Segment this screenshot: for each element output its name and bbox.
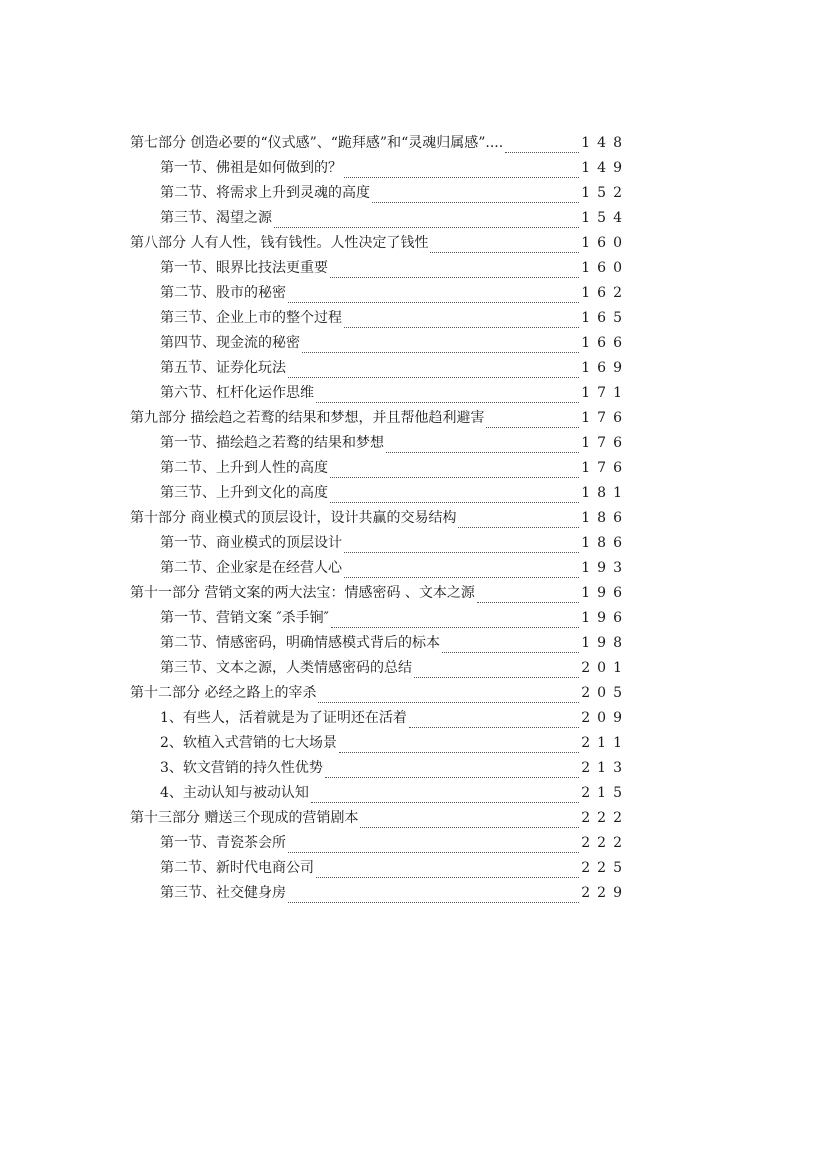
toc-entry-title: 第四节、现金流的秘密	[160, 335, 300, 351]
toc-section-entry	[130, 331, 629, 356]
dot-leader	[288, 288, 579, 303]
dot-leader	[302, 338, 579, 353]
toc-page-number: 154	[581, 210, 629, 226]
toc-page-number: 176	[581, 435, 629, 451]
toc-section-entry	[130, 656, 629, 681]
toc-page-number: 165	[581, 310, 629, 326]
toc-part-entry	[130, 681, 629, 706]
dot-leader	[360, 813, 579, 828]
toc-page-number: 198	[581, 635, 629, 651]
toc-part-entry	[130, 581, 629, 606]
toc-page-number: 171	[581, 385, 629, 401]
toc-page-number: 186	[581, 535, 629, 551]
toc-section-entry	[130, 606, 629, 631]
toc-page-number: 222	[581, 810, 629, 826]
dot-leader	[458, 513, 579, 528]
toc-page-number: 193	[581, 560, 629, 576]
toc-entry-title: 第二节、股市的秘密	[160, 285, 286, 301]
toc-entry-title: 第三节、上升到文化的高度	[160, 485, 328, 501]
toc-entry-title: 3、软文营销的持久性优势	[160, 760, 323, 776]
dot-leader	[344, 313, 579, 328]
toc-section-entry	[130, 456, 629, 481]
toc-section-entry	[130, 531, 629, 556]
dot-leader	[339, 738, 579, 753]
toc-section-entry	[130, 556, 629, 581]
toc-page-number: 166	[581, 335, 629, 351]
dot-leader	[372, 188, 579, 203]
dot-leader	[288, 363, 579, 378]
dot-leader	[486, 413, 579, 428]
toc-page-number: 211	[581, 735, 629, 751]
toc-entry-title: 第一节、眼界比技法更重要	[160, 260, 328, 276]
toc-entry-title: 第三节、渴望之源	[160, 210, 272, 226]
dot-leader	[477, 588, 579, 603]
toc-page-number: 201	[581, 660, 629, 676]
dot-leader	[288, 838, 579, 853]
toc-page-number: 160	[581, 235, 629, 251]
toc-entry-title: 第十一部分 营销文案的两大法宝：情感密码 、文本之源	[130, 585, 475, 601]
toc-page-number: 149	[581, 160, 629, 176]
toc-section-entry	[130, 706, 629, 731]
toc-part-entry	[130, 806, 629, 831]
dot-leader	[325, 763, 579, 778]
toc-section-entry	[130, 881, 629, 906]
toc-entry-title: 第三节、文本之源，人类情感密码的总结	[160, 660, 412, 676]
toc-entry-title: 第二节、企业家是在经营人心	[160, 560, 342, 576]
toc-page-number: 152	[581, 185, 629, 201]
table-of-contents	[130, 131, 629, 906]
toc-entry-title: 第一节、青瓷茶会所	[160, 835, 286, 851]
toc-entry-title: 第十部分 商业模式的顶层设计，设计共赢的交易结构	[130, 510, 457, 526]
dot-leader	[414, 663, 579, 678]
toc-section-entry	[130, 831, 629, 856]
toc-section-entry	[130, 356, 629, 381]
dot-leader	[409, 713, 579, 728]
toc-page-number: 148	[581, 135, 629, 151]
toc-entry-title: 第一节、营销文案 ″杀手锏″	[160, 610, 329, 626]
toc-section-entry	[130, 481, 629, 506]
toc-entry-title: 第六节、杠杆化运作思维	[160, 385, 314, 401]
toc-page-number: 215	[581, 785, 629, 801]
toc-entry-title: 第一节、商业模式的顶层设计	[160, 535, 342, 551]
toc-entry-title: 第二节、将需求上升到灵魂的高度	[160, 185, 370, 201]
toc-section-entry	[130, 381, 629, 406]
dot-leader	[344, 163, 579, 178]
dot-leader	[442, 638, 579, 653]
toc-entry-title: 第七部分 创造必要的“仪式感”、“跪拜感”和“灵魂归属感”....	[130, 135, 504, 151]
toc-section-entry	[130, 781, 629, 806]
toc-entry-title: 第一节、描绘趋之若鹜的结果和梦想	[160, 435, 384, 451]
dot-leader	[330, 463, 579, 478]
toc-section-entry	[130, 431, 629, 456]
toc-entry-title: 第一节、佛祖是如何做到的？	[160, 160, 342, 176]
toc-section-entry	[130, 856, 629, 881]
dot-leader	[316, 388, 579, 403]
toc-section-entry	[130, 631, 629, 656]
toc-page-number: 162	[581, 285, 629, 301]
toc-entry-title: 第八部分 人有人性，钱有钱性。人性决定了钱性	[130, 235, 429, 251]
toc-page-number: 209	[581, 710, 629, 726]
toc-section-entry	[130, 256, 629, 281]
toc-page-number: 196	[581, 585, 629, 601]
dot-leader	[344, 538, 579, 553]
toc-page-number: 176	[581, 410, 629, 426]
toc-page-number: 196	[581, 610, 629, 626]
toc-page-number: 222	[581, 835, 629, 851]
toc-page-number: 225	[581, 860, 629, 876]
toc-section-entry	[130, 756, 629, 781]
dot-leader	[430, 238, 579, 253]
toc-entry-title: 2、软植入式营销的七大场景	[160, 735, 337, 751]
toc-entry-title: 1、有些人，活着就是为了证明还在活着	[160, 710, 407, 726]
toc-section-entry	[130, 181, 629, 206]
dot-leader	[330, 263, 579, 278]
toc-entry-title: 第十三部分 赠送三个现成的营销剧本	[130, 810, 359, 826]
toc-page-number: 160	[581, 260, 629, 276]
toc-page-number: 213	[581, 760, 629, 776]
toc-entry-title: 第五节、证券化玩法	[160, 360, 286, 376]
toc-entry-title: 第二节、上升到人性的高度	[160, 460, 328, 476]
toc-part-entry	[130, 506, 629, 531]
toc-section-entry	[130, 156, 629, 181]
toc-page-number: 176	[581, 460, 629, 476]
toc-entry-title: 第三节、企业上市的整个过程	[160, 310, 342, 326]
toc-entry-title: 4、主动认知与被动认知	[160, 785, 309, 801]
toc-part-entry	[130, 231, 629, 256]
toc-page-number: 205	[581, 685, 629, 701]
toc-part-entry	[130, 131, 629, 156]
dot-leader	[344, 563, 579, 578]
dot-leader	[505, 138, 579, 153]
dot-leader	[316, 863, 579, 878]
dot-leader	[318, 688, 579, 703]
dot-leader	[386, 438, 579, 453]
toc-page-number: 169	[581, 360, 629, 376]
toc-entry-title: 第三节、社交健身房	[160, 885, 286, 901]
dot-leader	[288, 888, 579, 903]
toc-part-entry	[130, 406, 629, 431]
toc-entry-title: 第九部分 描绘趋之若鹜的结果和梦想，并且帮他趋利避害	[130, 410, 485, 426]
toc-section-entry	[130, 731, 629, 756]
dot-leader	[311, 788, 579, 803]
toc-page-number: 229	[581, 885, 629, 901]
dot-leader	[330, 488, 579, 503]
toc-section-entry	[130, 281, 629, 306]
toc-entry-title: 第二节、情感密码，明确情感模式背后的标本	[160, 635, 440, 651]
dot-leader	[274, 213, 579, 228]
toc-entry-title: 第二节、新时代电商公司	[160, 860, 314, 876]
toc-page-number: 186	[581, 510, 629, 526]
toc-section-entry	[130, 306, 629, 331]
toc-section-entry	[130, 206, 629, 231]
dot-leader	[331, 613, 579, 628]
toc-entry-title: 第十二部分 必经之路上的宰杀	[130, 685, 317, 701]
toc-page-number: 181	[581, 485, 629, 501]
